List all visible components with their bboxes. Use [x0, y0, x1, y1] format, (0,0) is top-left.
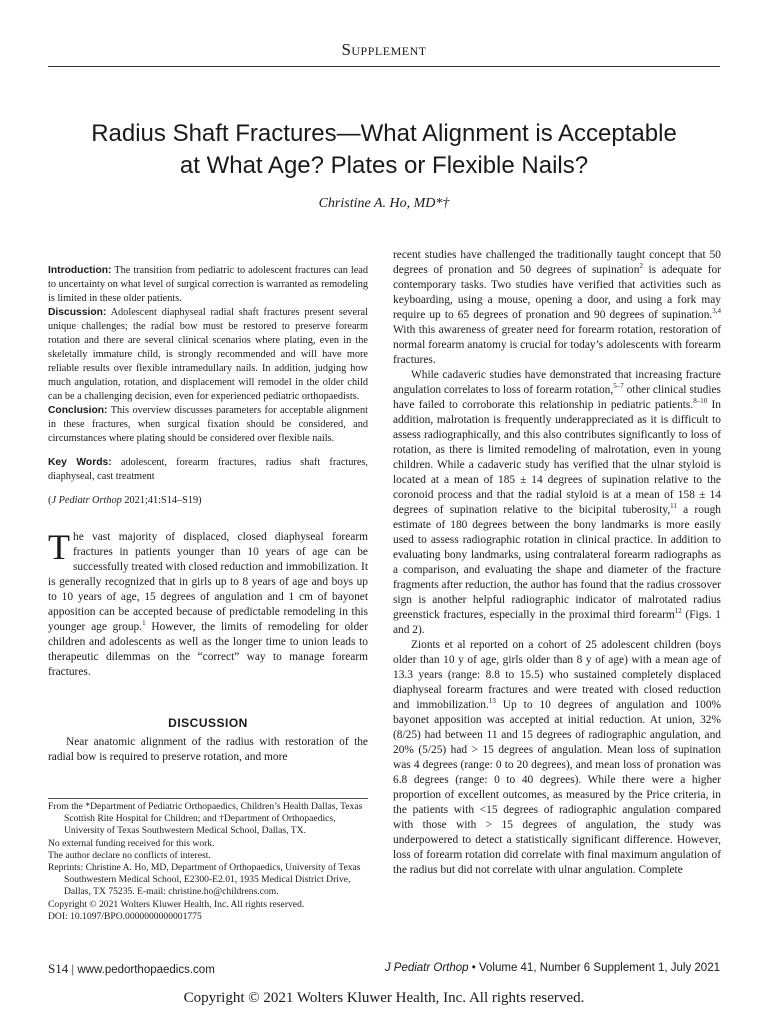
right-p2-text-b: other clinical studies have failed to corroborate this relationship in pediatric patients. [393, 384, 721, 411]
abstract-intro-label: Introduction: [48, 265, 112, 276]
right-p2-text-c: In addition, malrotation is frequently underappreciated as it is difficult to assess radiographically, and this also contributes significantly to loss of rotation, as there is limited remodeling of malrotation, even in young children. While a cadaveric study has verified that the ulnar styloid is located at a mean of 185 ± 14 degrees of supination relative to the coronoid process and that the radial styloid is at a mean of 158 ± 14 degrees of supination relative to the bicipital tuberosity, [393, 399, 721, 516]
left-column [48, 264, 368, 765]
intro-text-end: However, the limits of remodeling for older children and adolescents as well as the longer time to union leads to therapeutic dilemmas on the “correct” way to manage forearm fractures. [48, 621, 368, 678]
discussion-heading: DISCUSSION [168, 716, 248, 730]
footnotes [48, 801, 370, 923]
ref-12: 12 [674, 607, 682, 616]
footnote-funding: No external funding received for this work. [48, 837, 215, 849]
intro-text: he vast majority of displaced, closed diaphyseal forearm fractures in patients younger than 10 years of age can be successfully treated with closed reduction and immobilization. It is generally recognized that in girls up to 8 years of age and boys up to 10 years of age, 15 degrees of angulation and 1 cm of bayonet apposition can be accepted because of predictable remodeling in this younger age group. [48, 531, 368, 633]
footnote-reprints: Reprints: Christine A. Ho, MD, Department of Orthopaedics, University of Texas Southwestern Medical School, E2300-E2.01, 1935 Medical District Drive, Dallas, TX 75235. E-mail: christine.ho@childrens.com. [48, 862, 361, 898]
abstract-discussion-label: Discussion: [48, 307, 107, 318]
footnote-copyright: Copyright © 2021 Wolters Kluwer Health, Inc. All rights reserved. [48, 898, 305, 910]
citation-journal: J Pediatr Orthop [51, 495, 122, 506]
page-footer-right [385, 962, 720, 974]
abstract-discussion-text: Adolescent diaphyseal radial shaft fractures present several unique challenges; the radial bow must be restored to preserve forearm rotation and there are several clinical scenarios where plating, even in the skeletally immature child, is strongly recommended and will have more reliable results over flexible intramedullary nails. In addition, judging how much angulation, rotation, and displacement will remodel in the older child can be a challenging decision, even for experienced pediatric orthopaedists. [48, 307, 368, 402]
abstract-discussion [48, 306, 368, 404]
journal-url[interactable]: www.pedorthopaedics.com [77, 964, 215, 976]
ref-3-4: 3,4 [712, 307, 721, 316]
article-title [50, 118, 718, 182]
title-line-1: Radius Shaft Fractures—What Alignment is Acceptable [91, 120, 677, 147]
right-column [393, 248, 721, 878]
intro-paragraph [48, 527, 368, 680]
section-header: Supplement [341, 40, 427, 59]
abstract-conclusion-text: This overview discusses parameters for acceptable alignment in these fractures, when surgical fixation should be considered, and circumstances where plating should be considered over flexible nails. [48, 405, 368, 444]
footnote-rule [48, 798, 368, 799]
drop-cap: T [48, 527, 70, 567]
key-words-label: Key Words: [48, 457, 112, 468]
right-p2-text-a: While cadaveric studies have demonstrated that increasing fracture angulation correlates to loss of forearm rotation, [393, 369, 721, 396]
footer-journal: J Pediatr Orthop [384, 962, 469, 974]
right-paragraph-2 [393, 368, 721, 638]
footer-issue: • Volume 41, Number 6 Supplement 1, July 2021 [468, 962, 720, 974]
page-number: S14 [48, 961, 69, 976]
author-byline: Christine A. Ho, MD*† [318, 196, 450, 211]
citation-details: 2021;41:S14–S19) [124, 495, 202, 506]
right-p1-text-a: recent studies have challenged the traditionally taught concept that 50 degrees of pronation and 50 degrees of supination [393, 249, 721, 276]
ref-11: 11 [670, 502, 677, 511]
right-p3-text-b: Up to 10 degrees of angulation and 100% bayonet apposition was accepted at initial reduction. At union, 32% (8/25) had between 11 and 15 degrees of radiographic angulation, and 20% (5/25) had > 15 degrees of angulation. Mean loss of supination was 4 degrees (range: 0 to 20 degrees), and mean loss of pronation was 6.8 degrees (range: 0 to 40 degrees). While there were a higher proportion of excellent outcomes, as measured by the Price criteria, in the patients with <15 degrees of radiographic angulation compared with those with > 15 degrees of angulation, the study was underpowered to detect a statistically significant difference. However, loss of forearm rotation did correlate with final maximum angulation of the radius but did not correlate with ulnar angulation. Complete [393, 699, 722, 876]
right-p1-text-b: is adequate for contemporary tasks. Two studies have verified that activities such as keyboarding, using a mouse, opening a door, and using a fork may require up to 65 degrees of pronation and 90 degrees of supination. [393, 264, 721, 321]
bottom-copyright: Copyright © 2021 Wolters Kluwer Health, Inc. All rights reserved. [183, 990, 585, 1006]
ref-1: 1 [142, 619, 146, 628]
right-p3-text-a: Zionts et al reported on a cohort of 25 adolescent children (boys older than 10 y of age, girls older than 8 y of age) with a mean age of 13.3 years (range: 8.8 to 15.5) who sustained completely displaced diaphyseal forearm fractures and were treated with closed reduction and immobilization. [393, 639, 721, 711]
citation: (J Pediatr Orthop 2021;41:S14–S19) [48, 495, 202, 506]
ref-13: 13 [488, 697, 496, 706]
key-words-text: adolescent, forearm fractures, radius shaft fractures, diaphyseal, cast treatment [48, 457, 369, 482]
right-p1-text-c: With this awareness of greater need for forearm rotation, restoration of normal forearm anatomy is crucial for today’s adolescents with forearm fractures. [393, 324, 721, 366]
footnote-affiliation: From the *Department of Pediatric Orthopaedics, Children’s Health Dallas, Texas Scottish Rite Hospital for Children; and †Department of Orthopaedics, University of Texas Southwestern Medical School, Dallas, TX. [48, 801, 363, 837]
right-paragraph-1 [393, 248, 721, 368]
header-rule [48, 66, 720, 67]
title-line-2: at What Age? Plates or Flexible Nails? [179, 152, 589, 179]
abstract-intro-text: The transition from pediatric to adolescent fractures can lead to uncertainty on what level of surgical correction is warranted as remodeling is limited in these older patients. [48, 265, 368, 304]
discussion-paragraph: Near anatomic alignment of the radius with restoration of the radial bow is required to preserve rotation, and more [48, 736, 368, 763]
abstract-introduction [48, 264, 368, 306]
page-footer-left: S14 | www.pedorthopaedics.com [48, 961, 215, 976]
right-paragraph-3 [393, 638, 721, 878]
key-words [48, 456, 368, 484]
abstract-conclusion [48, 404, 368, 446]
abstract-conclusion-label: Conclusion: [48, 405, 108, 416]
right-p2-text-e: (Figs. 1 and 2). [393, 609, 721, 636]
right-p2-text-d: a rough estimate of 180 degrees between the bony landmarks is more easily used to assess radiographic rotation in clinical practice. In addition to evaluating bony landmarks, using contralateral forearm radiographs as a comparison, and evaluating the shape and diameter of the fracture fragments after reduction, the author has found that the radius crossover sign is another helpful radiographic indicator of malrotated radius greenstick fractures, especially in the proximal third forearm [393, 504, 722, 621]
footnote-doi: DOI: 10.1097/BPO.0000000000001775 [48, 910, 202, 922]
ref-2: 2 [639, 262, 643, 271]
ref-5-7: 5–7 [613, 382, 624, 391]
ref-8-10: 8–10 [693, 397, 708, 406]
footnote-conflicts: The author declare no conflicts of interest. [48, 849, 211, 861]
abstract [48, 264, 368, 508]
